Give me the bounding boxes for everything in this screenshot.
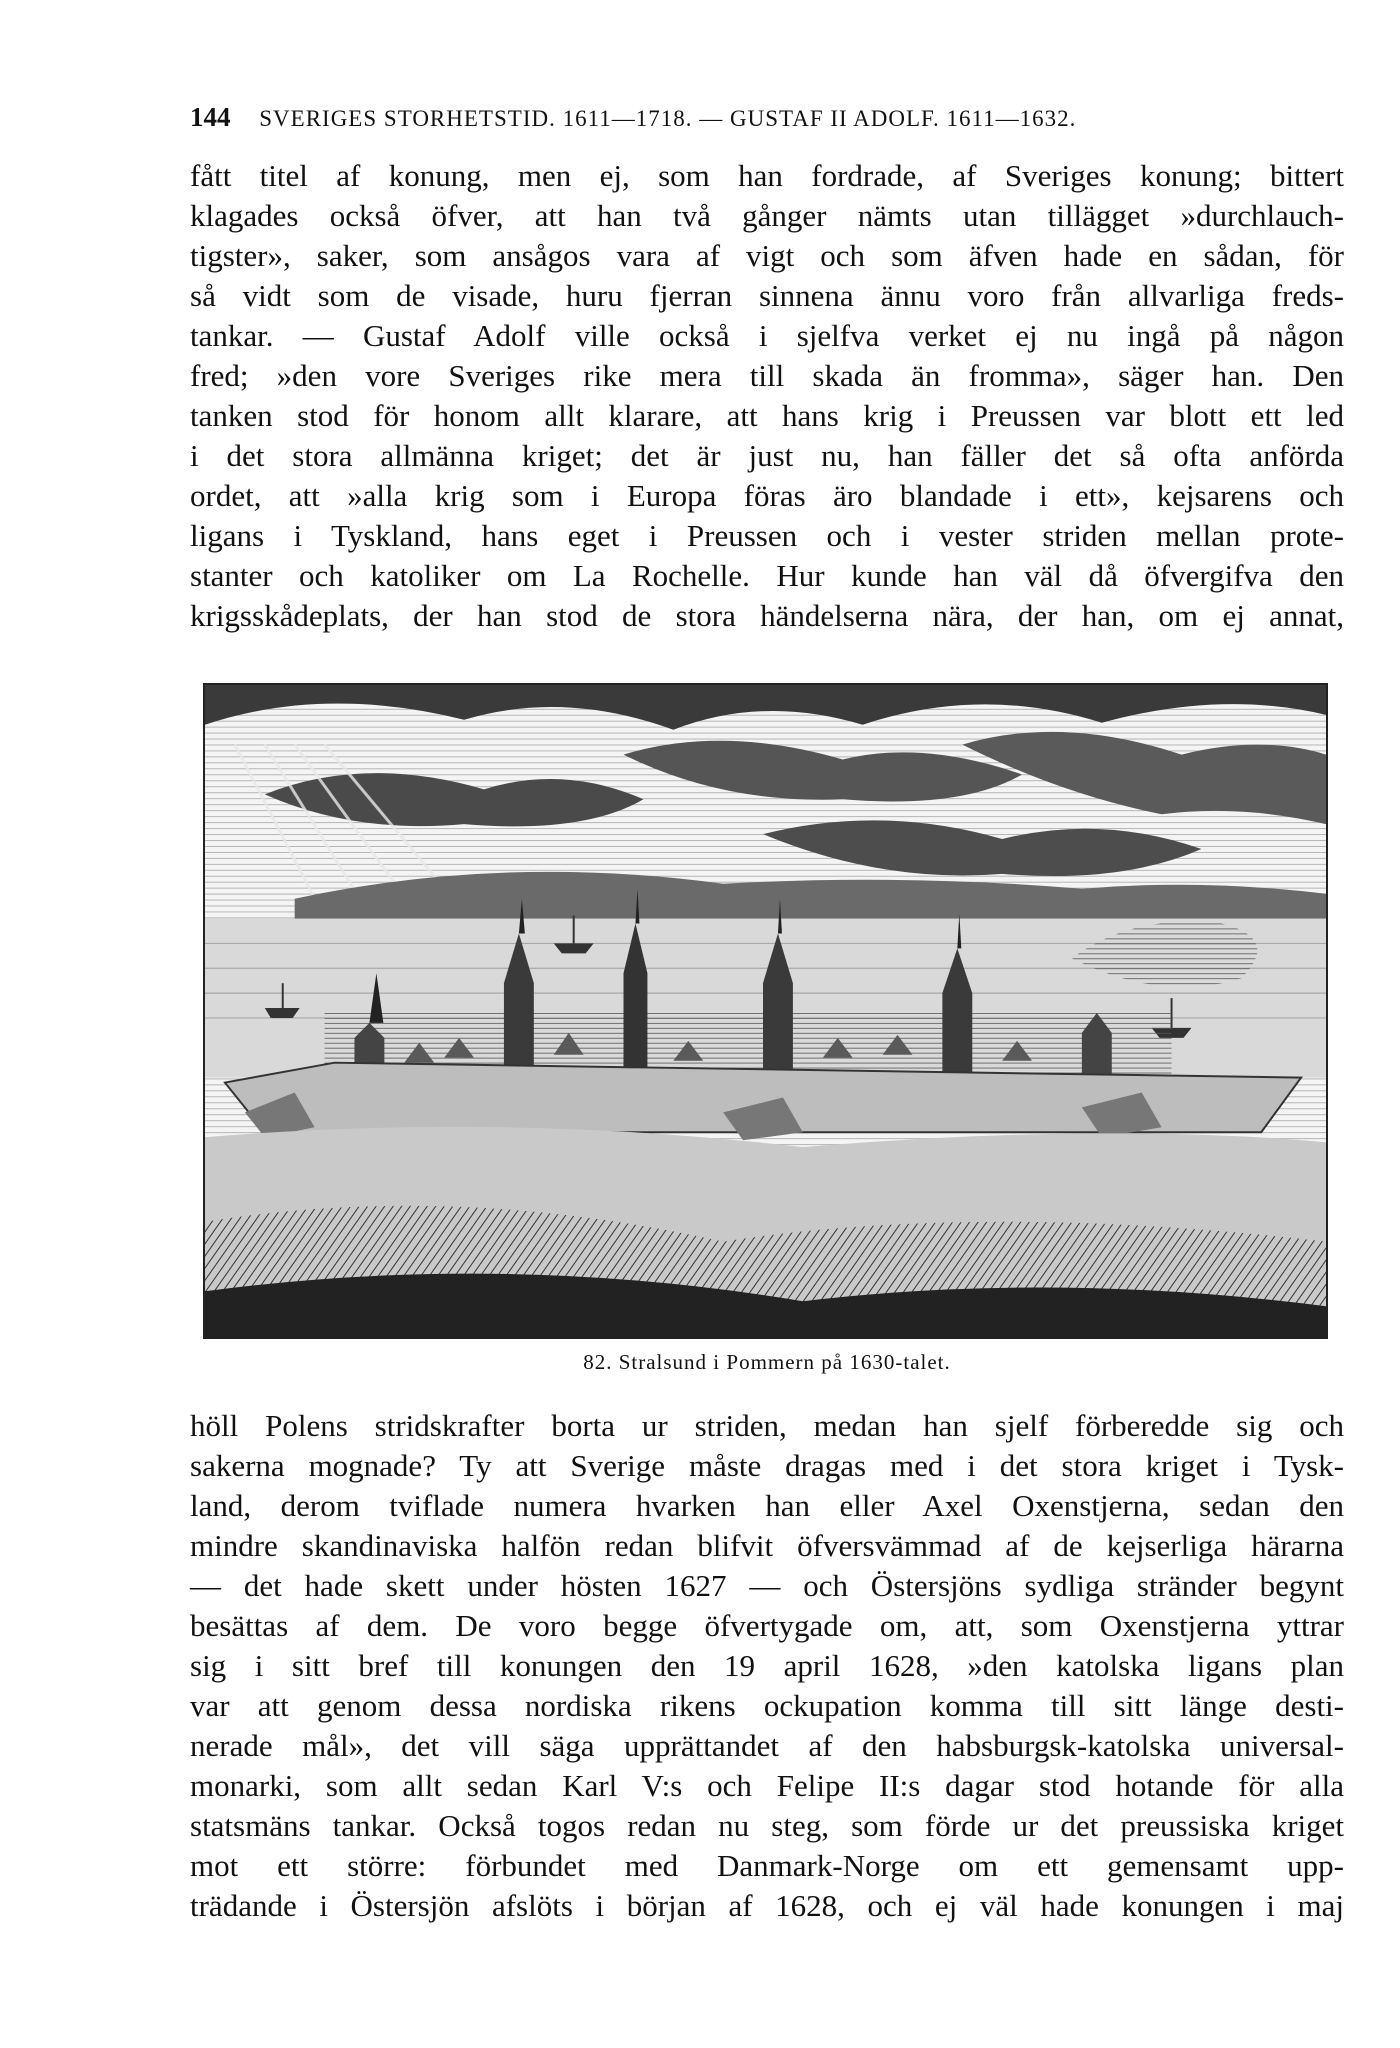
text-line: tigster», saker, som ansågos vara af vigt och som äfven hade en sådan, för <box>190 238 1344 273</box>
engraving-illustration <box>205 685 1326 1337</box>
running-head-title: SVERIGES STORHETSTID. 1611—1718. — GUSTAF II ADOLF. 1611—1632. <box>259 106 1077 131</box>
text-line: ligans i Tyskland, hans eget i Preussen och i vester striden mellan prote- <box>190 518 1344 553</box>
text-line: så vidt som de visade, huru fjerran sinnena ännu voro från allvarliga freds- <box>190 278 1344 313</box>
text-line: land, derom tviflade numera hvarken han eller Axel Oxenstjerna, sedan den <box>190 1488 1344 1523</box>
text-line: sakerna mognade? Ty att Sverige måste dragas med i det stora kriget i Tysk- <box>190 1448 1344 1483</box>
page-number: 144 <box>190 102 231 132</box>
text-line: mot ett större: förbundet med Danmark-Norge om ett gemensamt upp- <box>190 1848 1344 1883</box>
text-line: mindre skandinaviska halfön redan blifvit öfversvämmad af de kejserliga härarna <box>190 1528 1344 1563</box>
engraving-stralsund <box>203 683 1328 1339</box>
text-line: fred; »den vore Sveriges rike mera till skada än fromma», säger han. Den <box>190 358 1344 393</box>
text-line: ordet, att »alla krig som i Europa föras äro blandade i ett», kejsarens och <box>190 478 1344 513</box>
text-line: — det hade skett under hösten 1627 — och Östersjöns sydliga stränder begynt <box>190 1568 1344 1603</box>
text-line: stanter och katoliker om La Rochelle. Hur kunde han väl då öfvergifva den <box>190 558 1344 593</box>
text-line: trädande i Östersjön afslöts i början af 1628, och ej väl hade konungen i maj <box>190 1888 1344 1923</box>
text-line: monarki, som allt sedan Karl V:s och Felipe II:s dagar stod hotande för alla <box>190 1768 1344 1803</box>
text-line: nerade mål», det vill säga upprättandet af den habsburgsk-katolska universal- <box>190 1728 1344 1763</box>
running-head <box>190 102 1350 133</box>
paragraph-bottom <box>190 1406 1344 1926</box>
text-line: tanken stod för honom allt klarare, att hans krig i Preussen var blott ett led <box>190 398 1344 433</box>
figure-caption: 82. Stralsund i Pommern på 1630-talet. <box>583 1350 951 1374</box>
paragraph-top <box>190 156 1344 636</box>
text-line: krigsskådeplats, der han stod de stora händelserna nära, der han, om ej annat, <box>190 598 1344 633</box>
text-line: fått titel af konung, men ej, som han fordrade, af Sveriges konung; bittert <box>190 158 1344 193</box>
text-line: besättas af dem. De voro begge öfvertygade om, att, som Oxenstjerna yttrar <box>190 1608 1344 1643</box>
text-line: statsmäns tankar. Också togos redan nu steg, som förde ur det preussiska kriget <box>190 1808 1344 1843</box>
text-line: tankar. — Gustaf Adolf ville också i sjelfva verket ej nu ingå på någon <box>190 318 1344 353</box>
text-line: i det stora allmänna kriget; det är just nu, han fäller det så ofta anförda <box>190 438 1344 473</box>
text-line: var att genom dessa nordiska rikens ockupation komma till sitt länge desti- <box>190 1688 1344 1723</box>
text-line: sig i sitt bref till konungen den 19 april 1628, »den katolska ligans plan <box>190 1648 1344 1683</box>
text-line: klagades också öfver, att han två gånger nämts utan tillägget »durchlauch- <box>190 198 1344 233</box>
text-line: höll Polens stridskrafter borta ur striden, medan han sjelf förberedde sig och <box>190 1408 1344 1443</box>
